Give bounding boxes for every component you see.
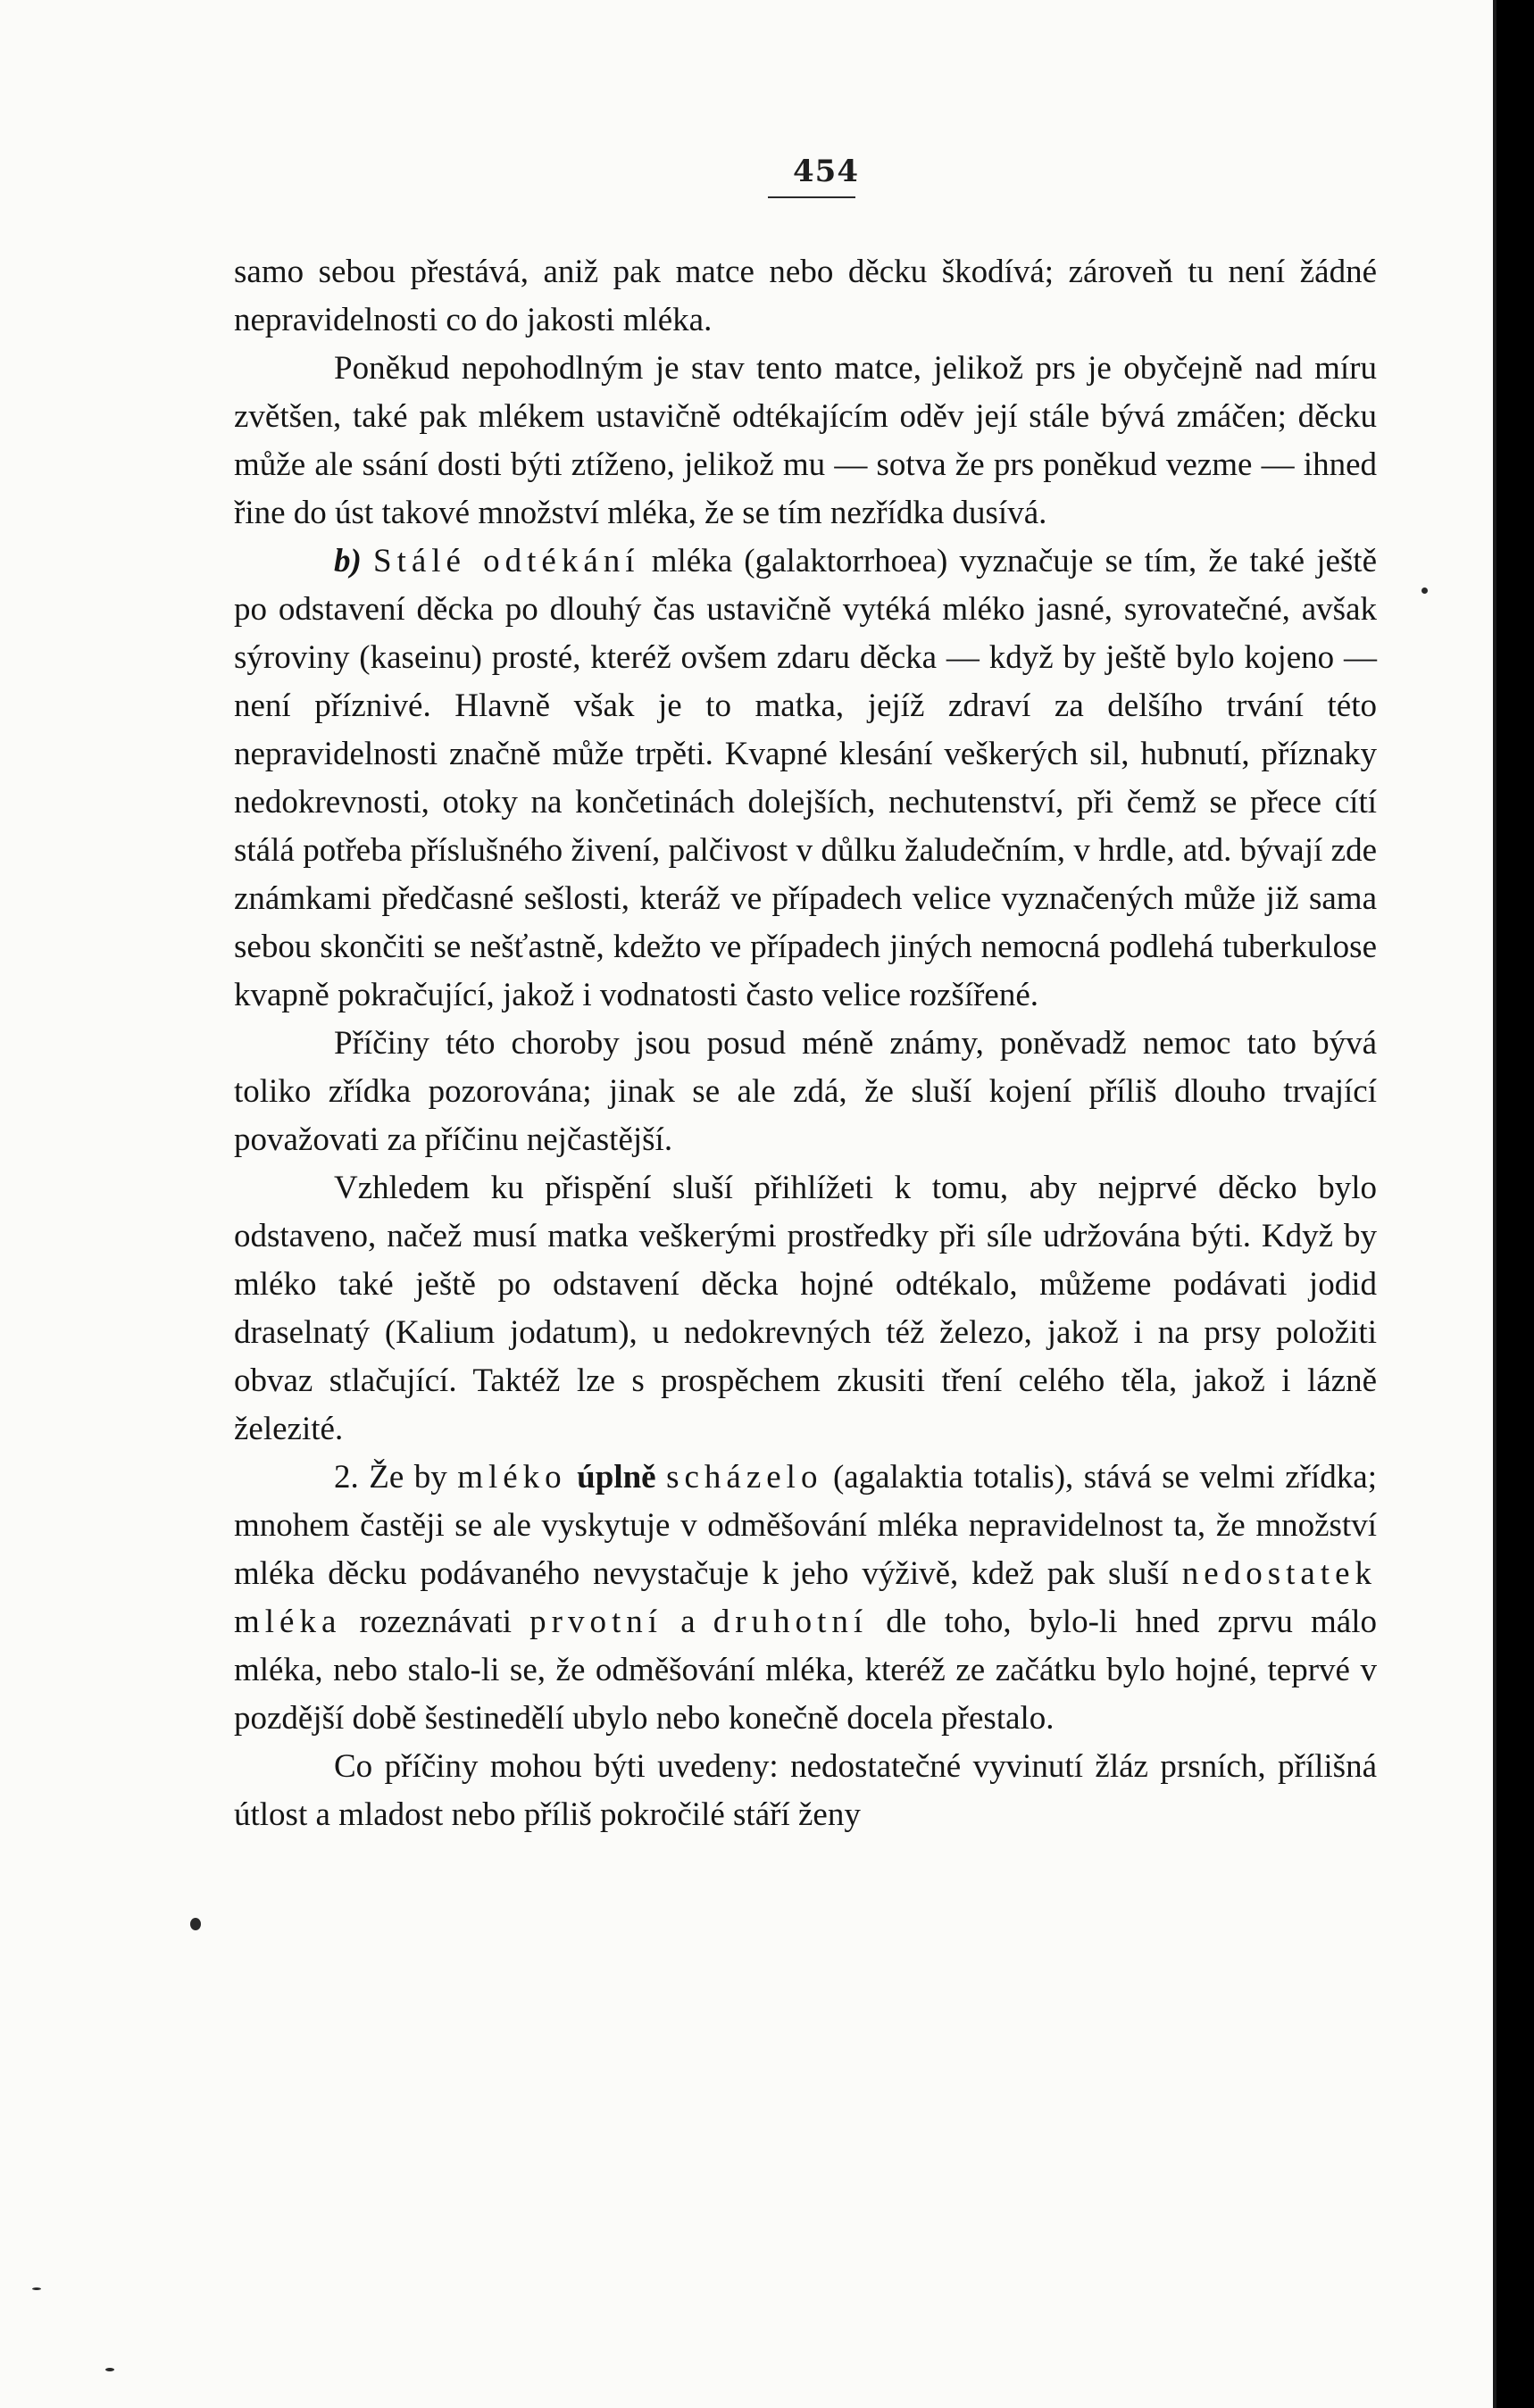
print-speck bbox=[105, 2368, 114, 2371]
text-spaced: Stálé odtékání bbox=[373, 543, 640, 579]
print-speck bbox=[1421, 587, 1428, 594]
page-number: 454 bbox=[793, 154, 859, 189]
text-run: (agalaktia totalis), stává se velmi zřídka; mnohem častěji se ale vyskytuje v odměšování mléka nepravidelnost ta, že množství mléka děcku podávaného nevystačuje k jeho výživě, kdež pak sluší bbox=[234, 1459, 1378, 1592]
text-spaced: druhotní bbox=[713, 1604, 869, 1640]
text-run: Poněkud nepohodlným je stav tento matce, jelikož prs je obyčejně nad míru zvětšen, také pak mlékem ustavičně odtékajícím oděv její stále bývá zmáčen; děcku může ale ssání dosti býti ztíženo, jelikož mu — sotva že prs poněkud vezme — ihned řine do úst takové množství mléka, že se tím nezřídka dusívá. bbox=[234, 350, 1377, 531]
text-italic: b) bbox=[334, 543, 373, 579]
text-run: samo sebou přestává, aniž pak matce nebo děcku škodívá; zároveň tu není žádné nepravidelnosti co do jakosti mléka. bbox=[234, 254, 1377, 338]
text-run bbox=[567, 1459, 577, 1496]
text-spaced: prvotní bbox=[529, 1604, 663, 1640]
paragraph bbox=[234, 1454, 1377, 1743]
paragraph bbox=[234, 248, 1377, 345]
paragraph bbox=[234, 1743, 1377, 1839]
text-run: Co příčiny mohou býti uvedeny: nedostatečné vyvinutí žláz prsních, přílišná útlost a mladost nebo příliš pokročilé stáří ženy bbox=[234, 1748, 1377, 1833]
text-run: Vzhledem ku přispění sluší přihlížeti k tomu, aby nejprvé děcko bylo odstaveno, načež musí matka veškerými prostředky při síle udržována býti. Když by mléko také ještě po odstavení děcka hojné odtékalo, můžeme podávati jodid draselnatý (Kalium jodatum), u nedokrevných též železo, jakož i na prsy položiti obvaz stlačující. Taktéž lze s prospěchem zkusiti tření celého těla, jakož i lázně železité. bbox=[234, 1170, 1377, 1447]
text-run: a bbox=[663, 1604, 713, 1640]
text-run: Příčiny této choroby jsou posud méně známy, poněvadž nemoc tato bývá toliko zřídka pozorována; jinak se ale zdá, že sluší kojení příliš dlouho trvající považovati za příčinu nejčastější. bbox=[234, 1025, 1377, 1158]
page-number-underline bbox=[768, 196, 855, 198]
text-run: 2. Že by bbox=[334, 1459, 458, 1496]
page-edge bbox=[1493, 0, 1496, 2408]
text-bold: úplně bbox=[577, 1459, 656, 1496]
body-text bbox=[234, 248, 1377, 1839]
print-speck bbox=[32, 2287, 41, 2290]
text-run: mléka (galaktorrhoea) vyznačuje se tím, že také ještě po odstavení děcka po dlouhý čas ustavičně vytéká mléko jasné, syrovatečné, avšak sýroviny (kaseinu) prosté, kteréž ovšem zdaru děcka — když by ještě bylo kojeno — není příznivé. Hlavně však je to matka, jejíž zdraví za delšího trvání této nepravidelnosti značně může trpěti. Kvapné klesání veškerých sil, hubnutí, příznaky nedokrevnosti, otoky na končetinách dolejších, nechutenství, při čemž se přece cítí stálá potřeba příslušného živení, palčivost v důlku žaludečním, v hrdle, atd. bývají zde známkami předčasné sešlosti, kteráž ve případech velice vyznačených může již sama sebou skončiti se nešťastně, kdežto ve případech jiných nemocná podlehá tuberkulose kvapně pokračující, jakož i vodnatosti často velice rozšířené. bbox=[234, 543, 1378, 1013]
paragraph bbox=[234, 1020, 1377, 1164]
print-speck bbox=[190, 1918, 201, 1930]
text-spaced: mléko bbox=[457, 1459, 567, 1496]
text-run bbox=[656, 1459, 666, 1496]
text-spaced: nedostatek mléka bbox=[234, 1555, 1377, 1640]
paragraph bbox=[234, 1164, 1377, 1454]
text-run: rozeznávati bbox=[341, 1604, 530, 1640]
text-run: dle toho, bylo-li hned zprvu málo mléka, nebo stalo-li se, že odměšování mléka, kteréž ze začátku bylo hojné, teprvé v pozdější době šestinedělí ubylo nebo konečně docela přestalo. bbox=[234, 1604, 1377, 1737]
paragraph bbox=[234, 345, 1377, 537]
text-spaced: scházelo bbox=[666, 1459, 823, 1496]
paragraph bbox=[234, 537, 1377, 1020]
